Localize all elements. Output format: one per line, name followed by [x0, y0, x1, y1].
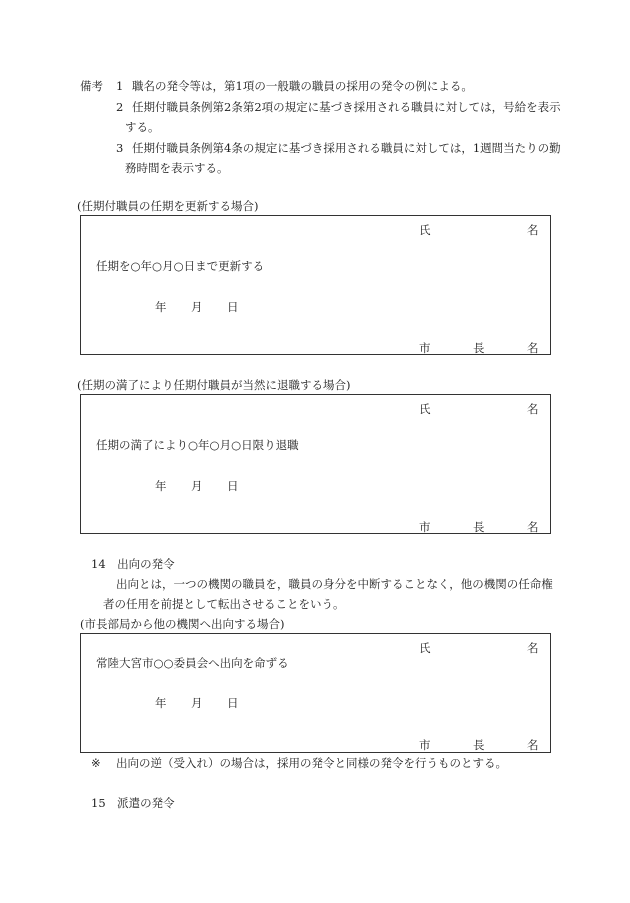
- remark-number: 3: [116, 141, 124, 155]
- date-year: 年: [155, 300, 167, 314]
- remark-text-cont: する。: [125, 120, 160, 134]
- section-14-title: 14 出向の発令: [91, 557, 175, 571]
- name-row: [419, 222, 549, 236]
- remark-number: 2: [116, 100, 124, 114]
- date-day: 日: [227, 479, 239, 493]
- section-heading: (市長部局から他の機関へ出向する場合): [80, 617, 285, 631]
- note-text: 出向の逆（受入れ）の場合は，採用の発令と同様の発令を行うものとする。: [116, 756, 507, 770]
- mayor-mei: 名: [527, 520, 539, 534]
- section-heading: (任期の満了により任期付職員が当然に退職する場合): [77, 378, 351, 392]
- remark-text: 任期付職員条例第4条の規定に基づき採用される職員に対しては，1週間当たりの勤: [132, 141, 561, 155]
- date-year: 年: [155, 479, 167, 493]
- mayor-row: [419, 737, 549, 751]
- name-mei: 名: [527, 641, 539, 655]
- mayor-shi: 市: [419, 341, 431, 355]
- form-box-expiry: [80, 394, 551, 534]
- section-14-body: 出向とは，一つの機関の職員を，職員の身分を中断することなく，他の機関の任命権: [116, 577, 553, 591]
- date-month: 月: [191, 479, 203, 493]
- date-month: 月: [191, 696, 203, 710]
- mayor-cho: 長: [473, 341, 485, 355]
- date-day: 日: [227, 300, 239, 314]
- mayor-shi: 市: [419, 520, 431, 534]
- name-row: [419, 640, 549, 654]
- name-mei: 名: [527, 402, 539, 416]
- form-box-renewal: [80, 215, 551, 355]
- name-shi: 氏: [419, 223, 431, 237]
- remarks-label: 備考: [80, 79, 103, 93]
- form-content: 任期を○年○月○日まで更新する: [96, 259, 265, 273]
- form-content: 常陸大宮市○○委員会へ出向を命ずる: [96, 656, 289, 670]
- section-15-title: 15 派遣の発令: [91, 796, 175, 810]
- mayor-mei: 名: [527, 738, 539, 752]
- name-shi: 氏: [419, 641, 431, 655]
- name-shi: 氏: [419, 402, 431, 416]
- name-row: [419, 401, 549, 415]
- mayor-mei: 名: [527, 341, 539, 355]
- mayor-row: [419, 340, 549, 354]
- note-mark: ※: [91, 756, 101, 770]
- form-content: 任期の満了により○年○月○日限り退職: [96, 438, 299, 452]
- mayor-cho: 長: [473, 520, 485, 534]
- remark-text: 職名の発令等は，第1項の一般職の職員の採用の発令の例による。: [132, 79, 473, 93]
- remark-number: 1: [116, 79, 124, 93]
- mayor-shi: 市: [419, 738, 431, 752]
- remark-text: 任期付職員条例第2条第2項の規定に基づき採用される職員に対しては，号給を表示: [132, 100, 561, 114]
- form-box-secondment: [80, 633, 551, 753]
- mayor-cho: 長: [473, 738, 485, 752]
- date-month: 月: [191, 300, 203, 314]
- date-day: 日: [227, 696, 239, 710]
- date-year: 年: [155, 696, 167, 710]
- mayor-row: [419, 519, 549, 533]
- remark-text-cont: 務時間を表示する。: [125, 161, 229, 175]
- section-14-body-cont: 者の任用を前提として転出させることをいう。: [103, 597, 345, 611]
- section-heading: (任期付職員の任期を更新する場合): [77, 199, 259, 213]
- name-mei: 名: [527, 223, 539, 237]
